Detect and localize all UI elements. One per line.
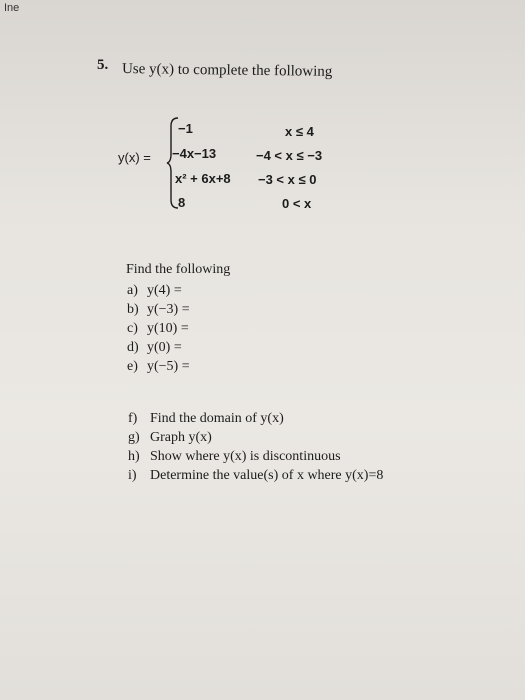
- evaluation-e: e) y(−5) =: [127, 359, 190, 374]
- piece-2-expression: −4x−13: [172, 146, 217, 161]
- piece-1-condition: x ≤ 4: [285, 124, 314, 139]
- function-lhs: y(x) =: [118, 150, 151, 165]
- question-number: 5.: [97, 57, 109, 73]
- piece-3-condition: −3 < x ≤ 0: [258, 172, 317, 187]
- task-h: h) Show where y(x) is discontinuous: [128, 449, 341, 464]
- find-heading: Find the following: [126, 262, 231, 277]
- piece-1-expression: −1: [178, 121, 193, 136]
- piece-4-condition: 0 < x: [282, 196, 312, 211]
- task-i: i) Determine the value(s) of x where y(x)=8: [128, 468, 384, 483]
- evaluation-c: c) y(10) =: [127, 321, 189, 336]
- evaluation-d: d) y(0) =: [127, 340, 182, 355]
- piece-4-expression: 8: [178, 195, 186, 210]
- evaluation-b: b) y(−3) =: [127, 302, 190, 317]
- piece-2-condition: −4 < x ≤ −3: [256, 148, 323, 163]
- evaluation-a: a) y(4) =: [127, 283, 182, 298]
- piece-3-expression: x² + 6x+8: [175, 171, 231, 186]
- task-g: g) Graph y(x): [128, 430, 212, 445]
- task-f: f) Find the domain of y(x): [128, 411, 284, 426]
- question-prompt: Use y(x) to complete the following: [121, 61, 333, 80]
- corner-text: Ine: [4, 2, 20, 14]
